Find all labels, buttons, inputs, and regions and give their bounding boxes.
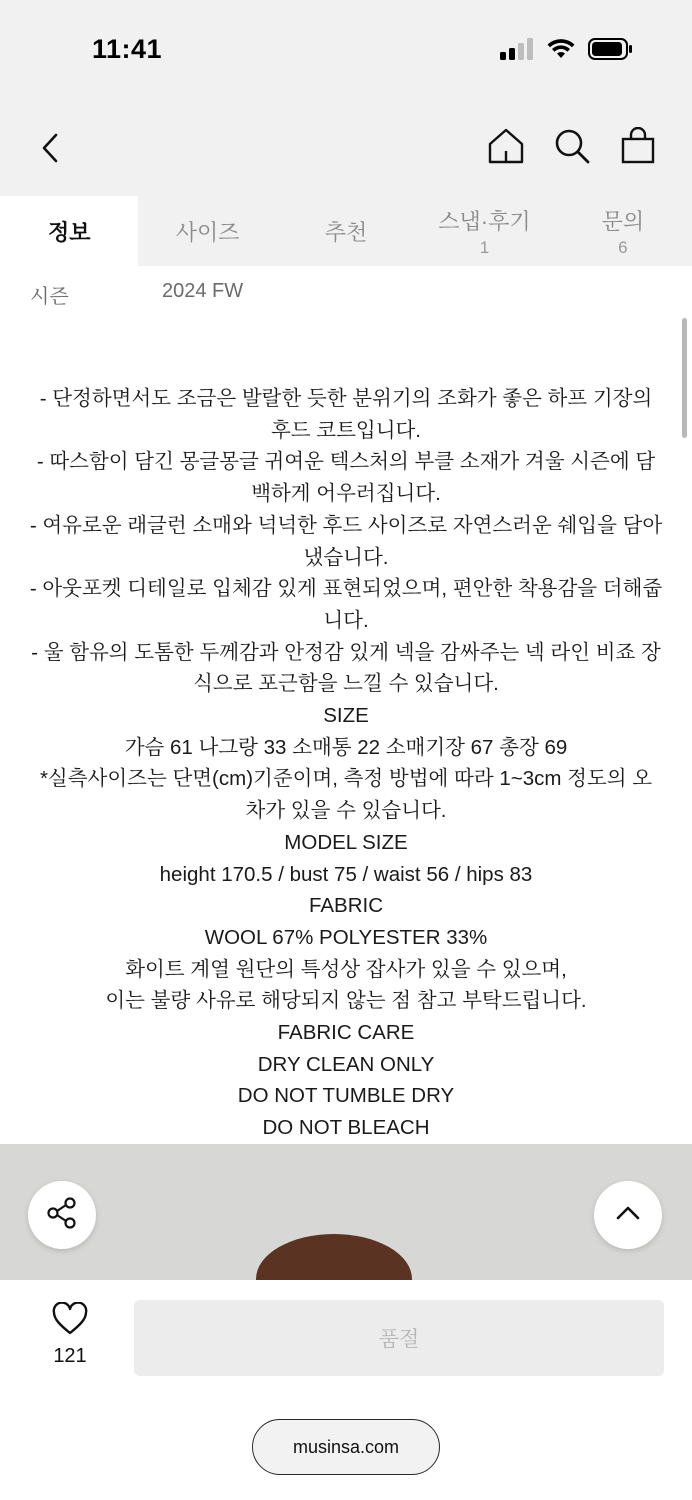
- description-line: - 아웃포켓 디테일로 입체감 있게 표현되었으며, 편안한 착용감을 더해줍 니다.: [29, 577, 663, 632]
- season-value: 2024 FW: [162, 280, 244, 302]
- cart-button[interactable]: [618, 128, 658, 168]
- tab-count: 1: [479, 237, 490, 257]
- scrollbar[interactable]: [682, 318, 687, 438]
- description-line: height 170.5 / bust 75 / waist 56 / hips 83: [159, 862, 533, 886]
- battery-icon: [588, 38, 634, 65]
- cellular-signal-icon: [500, 38, 534, 65]
- description-line: SIZE: [323, 704, 369, 728]
- tab-recommend[interactable]: [277, 196, 415, 266]
- description-line: DO NOT TUMBLE DRY: [237, 1084, 455, 1108]
- search-button[interactable]: [552, 128, 592, 168]
- scroll-top-button[interactable]: [594, 1181, 662, 1249]
- description-line: FABRIC CARE: [277, 1021, 415, 1045]
- description-line: WOOL 67% POLYESTER 33%: [204, 925, 488, 949]
- status-time: 11:41: [92, 34, 163, 64]
- tab-label: 문의: [601, 208, 645, 234]
- description-line: - 따스함이 담긴 몽글몽글 귀여운 텍스처의 부클 소재가 겨울 시즌에 담 백하게 어우러집니다.: [36, 450, 656, 506]
- description-line: DO NOT BLEACH: [262, 1116, 430, 1140]
- description-line: DRY CLEAN ONLY: [257, 1052, 435, 1076]
- browser-url-bar[interactable]: musinsa.com: [252, 1419, 440, 1475]
- description-line: - 단정하면서도 조금은 발랄한 듯한 분위기의 조화가 좋은 하프 기장의 후드 코트입니다.: [39, 387, 653, 442]
- nav-bar: [0, 100, 692, 196]
- soldout-button[interactable]: 품절: [134, 1300, 664, 1376]
- back-button[interactable]: [34, 130, 70, 166]
- like-button[interactable]: [36, 1302, 104, 1368]
- description-line: 이는 불량 사유로 해당되지 않는 점 참고 부탁드립니다.: [105, 989, 587, 1013]
- tab-label: 스냅·후기: [438, 208, 531, 234]
- chevron-left-icon: [34, 153, 70, 170]
- tab-count: 6: [618, 237, 628, 257]
- share-button[interactable]: [28, 1181, 96, 1249]
- product-description: [24, 383, 668, 1144]
- shopping-bag-icon: [620, 127, 656, 170]
- description-line: FABRIC: [308, 894, 384, 918]
- nav-actions: [486, 128, 658, 168]
- tab-label: 사이즈: [175, 219, 240, 245]
- share-icon: [45, 1196, 79, 1235]
- product-photo: [0, 1144, 692, 1280]
- tab-inquiry[interactable]: [554, 196, 692, 266]
- like-count: 121: [53, 1345, 87, 1367]
- tab-size[interactable]: [138, 196, 276, 266]
- description-line: - 울 함유의 도톰한 두께감과 안정감 있게 넥을 감싸주는 넥 라인 비죠 장 식으로 포근함을 느낄 수 있습니다.: [31, 640, 661, 696]
- product-photo-hood: [256, 1234, 412, 1280]
- description-line: 화이트 계열 원단의 특성상 잡사가 있을 수 있으며,: [125, 957, 567, 981]
- tab-label: 정보: [47, 219, 91, 245]
- tab-info[interactable]: [0, 196, 138, 266]
- home-icon: [487, 127, 525, 170]
- wifi-icon: [546, 38, 576, 65]
- search-icon: [553, 127, 591, 170]
- heart-icon: [51, 1302, 89, 1341]
- status-icons: [500, 38, 634, 65]
- chevron-up-icon: [613, 1198, 643, 1233]
- description-line: - 여유로운 래글런 소매와 넉넉한 후드 사이즈로 자연스러운 쉐입을 담아 냈습니다.: [29, 513, 663, 569]
- tab-snap-review[interactable]: [415, 196, 553, 266]
- description-line: *실측사이즈는 단면(cm)기준이며, 측정 방법에 따라 1~3cm 정도의 오 차가 있을 수 있습니다.: [39, 767, 653, 823]
- description-line: MODEL SIZE: [284, 830, 408, 854]
- status-bar: [0, 0, 692, 100]
- season-label: 시즌: [30, 286, 69, 308]
- description-line: 가슴 61 나그랑 33 소매통 22 소매기장 67 총장 69: [124, 735, 568, 759]
- product-tabs: [0, 196, 692, 266]
- home-button[interactable]: [486, 128, 526, 168]
- tab-label: 추천: [324, 219, 368, 245]
